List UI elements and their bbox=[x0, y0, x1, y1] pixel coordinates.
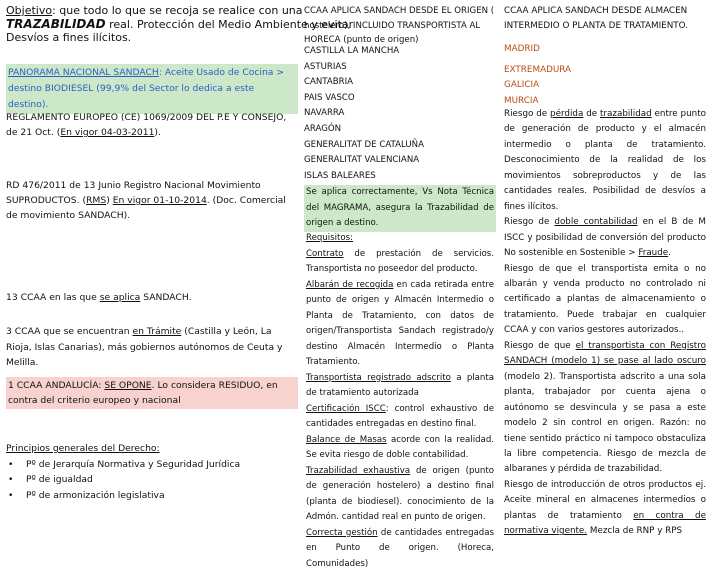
col3-risks bbox=[504, 107, 706, 540]
ccaa3-text: 3 CCAA que se encuentran en Trámite (Castilla y León, La Rioja, Islas Canarias), más gobiernos autónomos de Ceuta y Melilla. bbox=[6, 324, 296, 371]
panorama-box: PANORAMA NACIONAL SANDACH: Aceite Usado de Cocina > destino BIODIESEL (99,9% del Sector lo dedica a este destino). bbox=[6, 64, 298, 114]
region-item: MURCIA bbox=[504, 94, 716, 110]
objective-line2: TRAZABILIDAD real. Protección del Medio Ambiente y evitar bbox=[6, 17, 326, 32]
green-regions bbox=[304, 44, 500, 184]
principios-title: Principios generales del Derecho: bbox=[6, 441, 296, 457]
rd-text: RD 476/2011 de 13 Junio Registro Nacional Movimiento SUPRODUCTOS. (RMS) En vigor 01-10-2014. (Doc. Comercial de movimiento SANDACH). bbox=[6, 178, 296, 223]
region-item: NAVARRA bbox=[304, 106, 500, 122]
reglamento-text: REGLAMENTO EUROPEO (CE) 1069/2009 DEL P.E Y CONSEJO, de 21 Oct. (En vigor 04-03-2011). bbox=[6, 110, 296, 140]
risk-doble-contabilidad: Riesgo de doble contabilidad en el B de M ISCC y posibilidad de conversión del producto No sostenible en Sostenible > Fraude. bbox=[504, 215, 706, 261]
list-item: • Pº de armonización legislativa bbox=[26, 488, 296, 504]
objective-label: Objetivo bbox=[6, 4, 52, 17]
col2-header: CCAA APLICA SANDACH DESDE EL ORIGEN ( hostelero), INCLUIDO TRANSPORTISTA AL HORECA (punto de origen) bbox=[304, 4, 500, 48]
reglamento-vigor: En vigor 04-03-2011 bbox=[60, 127, 154, 138]
col3-header: CCAA APLICA SANDACH DESDE ALMACEN INTERMEDIO O PLANTA DE TRATAMIENTO. bbox=[504, 4, 716, 34]
ccaa13-text: 13 CCAA en las que se aplica SANDACH. bbox=[6, 292, 296, 304]
aplica-box: Se aplica correctamente, Vs Nota Técnica del MAGRAMA, asegura la Trazabilidad de origen a destino. bbox=[304, 185, 496, 232]
list-item: • Pº de igualdad bbox=[26, 472, 296, 488]
req-correcta: Correcta gestión de cantidades entregadas en Punto de origen. (Horeca, Comunidades) bbox=[306, 526, 494, 572]
req-albaran: Albarán de recogida en cada retirada entre punto de origen y Almacén Intermedio o Planta de Tratamiento, con datos de origen/Transportista Sandach registrado/y destino Almacén Intermedio o Planta Tratamiento. bbox=[306, 278, 494, 371]
risk-introduccion: Riesgo de introducción de otros productos ej. Aceite mineral en almacenes intermedios o plantas de tratamiento en contra de normativa vigente. Mezcla de RNP y RPS bbox=[504, 478, 706, 540]
region-item: CASTILLA LA MANCHA bbox=[304, 44, 500, 60]
requisitos-block bbox=[304, 231, 496, 572]
region-item: EXTREMADURA bbox=[504, 63, 716, 79]
objective-header: Objetivo: que todo lo que se recoja se realice con una bbox=[6, 4, 306, 18]
req-balance: Balance de Masas acorde con la realidad. Se evita riesgo de doble contabilidad. bbox=[306, 433, 494, 464]
region-item: GENERALITAT DE CATALUÑA bbox=[304, 138, 500, 154]
region-item: ISLAS BALEARES bbox=[304, 169, 500, 185]
region-item: CANTABRIA bbox=[304, 75, 500, 91]
orange-regions bbox=[504, 42, 716, 109]
principios-list bbox=[6, 457, 296, 504]
trazabilidad-keyword: TRAZABILIDAD bbox=[6, 17, 106, 31]
risk-registro: Riesgo de que el transportista con Registro SANDACH (modelo 1) se pase al lado oscuro (modelo 2). Transportista adscrito a una sola planta, trabajador por cuenta ajena o autónomo se desvincula y se pasa a este modelo 2 sin control en origen. Razón: no tiene sentido práctico ni tampoco obstaculiza la libre competencia. Riesgo de mezcla de albaranes y pérdida de trazabilidad. bbox=[504, 339, 706, 478]
risk-trazabilidad: Riesgo de pérdida de trazabilidad entre punto de generación de producto y el almacén intermedio o planta de tratamiento. Desconocimiento de la realidad de los movimientos sobreproductos y de las cantidades reales. Posibilidad de desvíos a fines ilícitos. bbox=[504, 107, 706, 215]
risk-transportista: Riesgo de que el transportista emita o no albarán y venda producto no controlado ni certificado a plantas de almacenamiento o tratamiento. Puede trabajar en cualquier CCAA y con varios gestores autorizados.. bbox=[504, 262, 706, 339]
region-item: ARAGÓN bbox=[304, 122, 500, 138]
req-transportista: Transportista registrado adscrito a planta de tratamiento autorizada bbox=[306, 371, 494, 402]
list-item: • Pº de Jerarquía Normativa y Seguridad Jurídica bbox=[26, 457, 296, 473]
requisitos-title: Requisitos: bbox=[306, 231, 494, 247]
rd-vigor: En vigor 01-10-2014 bbox=[113, 195, 207, 206]
region-item: GALICIA bbox=[504, 78, 716, 94]
region-item: ASTURIAS bbox=[304, 60, 500, 76]
panorama-link[interactable]: PANORAMA NACIONAL SANDACH bbox=[8, 67, 159, 78]
region-item: MADRID bbox=[504, 42, 716, 58]
req-contrato: Contrato de prestación de servicios. Transportista no poseedor del producto. bbox=[306, 247, 494, 278]
andalucia-box: 1 CCAA ANDALUCÍA: SE OPONE. Lo considera RESIDUO, en contra del criterio europeo y nacional bbox=[6, 377, 298, 409]
rd-rms: RMS bbox=[86, 195, 106, 206]
req-cert: Certificación ISCC: control exhaustivo de cantidades entregadas en destino final. bbox=[306, 402, 494, 433]
principios-block bbox=[6, 441, 296, 503]
objective-line3: Desvíos a fines ilícitos. bbox=[6, 31, 131, 45]
req-traz: Trazabilidad exhaustiva de origen (punto de generación hostelero) a destino final (planta de biodiesel). conocimiento de la Admón. cantidad real en punto de origen. bbox=[306, 464, 494, 526]
region-item: GENERALITAT VALENCIANA bbox=[304, 153, 500, 169]
region-item: PAIS VASCO bbox=[304, 91, 500, 107]
